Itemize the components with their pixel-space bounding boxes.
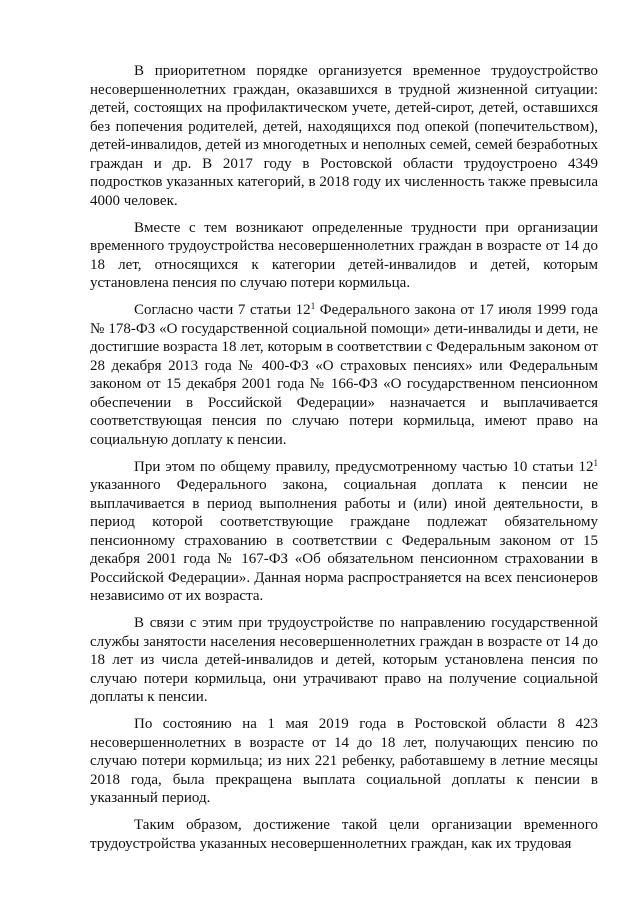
paragraph-text: Таким образом, достижение такой цели организации временного трудоустройства указанных несовершеннолетних граждан, как их трудовая [90,817,598,852]
paragraph-difficulties [90,219,598,293]
paragraph-text: Вместе с тем возникают определенные трудности при организации временного трудоустройства несовершеннолетних граждан в возрасте от 14 до 18 лет, относящихся к категории детей-инвалидов и детей, которым установлена пенсия по случаю потери кормильца. [90,219,598,291]
document-body [90,62,598,853]
paragraph-text: Согласно части 7 статьи 12 [134,302,311,318]
paragraph-text: Федерального закона от 17 июля 1999 года № 178-ФЗ «О государственной социальной помощи» дети-инвалиды и дети, не достигшие возраста 18 лет, которым в соответствии с Федеральным законом от 28 декабря 2013 года № 400-ФЗ «О страховых пенсиях» или Федеральным законом от 15 декабря 2001 года № 166-ФЗ «О государственном пенсионном обеспечении в Российской Федерации» назначается и выплачивается соответствующая пенсия по случаю потери кормильца, имеют право на социальную доплату к пенсии. [90,302,598,448]
paragraph-text: В связи с этим при трудоустройстве по направлению государственной службы занятости населения несовершеннолетних граждан в возрасте от 14 до 18 лет из числа детей-инвалидов и детей, которым установлена пенсия по случаю потери кормильца, они утрачивают право на получение социальной доплаты к пенсии. [90,615,598,705]
paragraph-law-article-12-part-10 [90,458,598,606]
paragraph-conclusion [90,816,598,853]
paragraph-statistics [90,715,598,808]
superscript-1: 1 [310,301,316,311]
paragraph-priority-employment [90,62,598,210]
paragraph-text: При этом по общему правилу, предусмотренному частью 10 статьи 12 [134,458,594,475]
paragraph-text: В приоритетном порядке организуется временное трудоустройство несовершеннолетних граждан, оказавшихся в трудной жизненной ситуации: детей, состоящих на профилактическом учете, детей-сирот, детей, оставшихся без попечения родителей, детей, находящихся под опекой (попечительством), детей-инвалидов, детей из многодетных и неполных семей, семей безработных граждан и др. В 2017 году в Ростовской области трудоустроено 4349 подростков указанных категорий, в 2018 году их численность также превысила 4000 человек. [90,63,598,209]
paragraph-text: По состоянию на 1 мая 2019 года в Ростовской области 8 423 несовершеннолетних в возрасте от 14 до 18 лет, получающих пенсию по случаю потери кормильца; из них 221 ребенку, работавшему в летние месяцы 2018 года, была прекращена выплата социальной доплаты к пенсии в указанный период. [90,716,598,806]
superscript-1: 1 [593,457,598,468]
paragraph-law-article-12-part-7 [90,301,598,449]
paragraph-consequence [90,614,598,707]
paragraph-text: указанного Федерального закона, социальная доплата к пенсии не выплачивается в период выполнения работы и (или) иной деятельности, в период которой соответствующие граждане подлежат обязательному пенсионному страхованию в соответствии с Федеральным законом от 15 декабря 2001 года № 167-ФЗ «Об обязательном пенсионном страховании в Российской Федерации». Данная норма распространяется на всех пенсионеров независимо от их возраста. [90,477,598,604]
